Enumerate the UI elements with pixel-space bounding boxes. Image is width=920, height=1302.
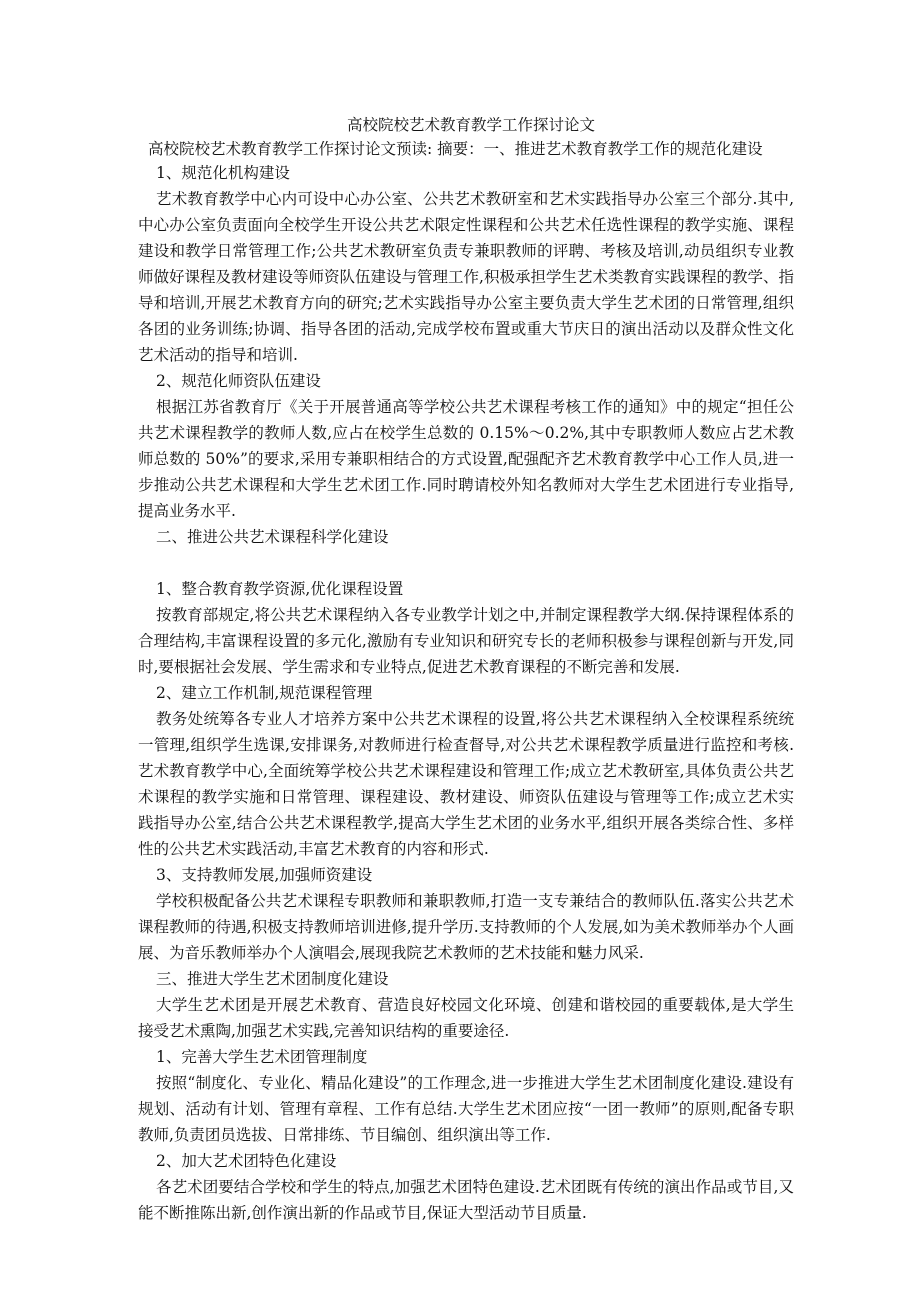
body-paragraph: 按照“制度化、专业化、精品化建设”的工作理念,进一步推进大学生艺术团制度化建设.建设有规划、活动有计划、管理有章程、工作有总结.大学生艺术团应按“一团一教师”的原则,配备专职教师,负责团员选拔、日常排练、节目编创、组织演出等工作. <box>138 1074 794 1144</box>
section-heading: 1、整合教育教学资源,优化课程设置 <box>156 580 404 598</box>
section-heading: 1、完善大学生艺术团管理制度 <box>156 1048 368 1066</box>
body-paragraph: 大学生艺术团是开展艺术教育、营造良好校园文化环境、创建和谐校园的重要载体,是大学生接受艺术熏陶,加强艺术实践,完善知识结构的重要途径. <box>138 996 794 1040</box>
section-heading: 1、规范化机构建设 <box>156 164 290 182</box>
section-heading: 二、推进公共艺术课程科学化建设 <box>156 528 389 546</box>
section-heading: 2、规范化师资队伍建设 <box>156 372 321 390</box>
section-heading: 2、建立工作机制,规范课程管理 <box>156 684 373 702</box>
body-paragraph: 根据江苏省教育厅《关于开展普通高等学校公共艺术课程考核工作的通知》中的规定“担任公共艺术课程教学的教师人数,应占在校学生总数的 0.15%～0.2%,其中专职教师人数应占艺术教师总数的 50%”的要求,采用专兼职相结合的方式设置,配强配齐艺术教育教学中心工作人员,进一步推动公共艺术课程和大学生艺术团工作.同时聘请校外知名教师对大学生艺术团进行专业指导,提高业务水平. <box>138 398 794 520</box>
body-paragraph: 学校积极配备公共艺术课程专职教师和兼职教师,打造一支专兼结合的教师队伍.落实公共艺术课程教师的待遇,积极支持教师培训进修,提升学历.支持教师的个人发展,如为美术教师举办个人画展、为音乐教师举办个人演唱会,展现我院艺术教师的艺术技能和魅力风采. <box>138 892 794 962</box>
body-paragraph: 按教育部规定,将公共艺术课程纳入各专业教学计划之中,并制定课程教学大纲.保持课程体系的合理结构,丰富课程设置的多元化,激励有专业知识和研究专长的老师积极参与课程创新与开发,同时,要根据社会发展、学生需求和专业特点,促进艺术教育课程的不断完善和发展. <box>138 606 794 676</box>
body-paragraph: 各艺术团要结合学校和学生的特点,加强艺术团特色建设.艺术团既有传统的演出作品或节目,又能不断推陈出新,创作演出新的作品或节目,保证大型活动节目质量. <box>138 1178 794 1222</box>
section-heading: 2、加大艺术团特色化建设 <box>156 1152 337 1170</box>
document-intro: 高校院校艺术教育教学工作探讨论文预读: 摘要：一、推进艺术教育教学工作的规范化建设 <box>148 140 763 158</box>
section-heading: 3、支持教师发展,加强师资建设 <box>156 866 373 884</box>
paragraph-gap <box>138 550 794 576</box>
document-title: 高校院校艺术教育教学工作探讨论文 <box>346 116 595 134</box>
document-page <box>138 112 794 1226</box>
body-paragraph: 艺术教育教学中心内可设中心办公室、公共艺术教研室和艺术实践指导办公室三个部分.其中,中心办公室负责面向全校学生开设公共艺术限定性课程和公共艺术任选性课程的教学实施、课程建设和教学日常管理工作;公共艺术教研室负责专兼职教师的评聘、考核及培训,动员组织专业教师做好课程及教材建设等师资队伍建设与管理工作,积极承担学生艺术类教育实践课程的教学、指导和培训,开展艺术教育方向的研究;艺术实践指导办公室主要负责大学生艺术团的日常管理,组织各团的业务训练;协调、指导各团的活动,完成学校布置或重大节庆日的演出活动以及群众性文化艺术活动的指导和培训. <box>138 190 794 364</box>
section-heading: 三、推进大学生艺术团制度化建设 <box>156 970 389 988</box>
body-paragraph: 教务处统筹各专业人才培养方案中公共艺术课程的设置,将公共艺术课程纳入全校课程系统统一管理,组织学生选课,安排课务,对教师进行检查督导,对公共艺术课程教学质量进行监控和考核.艺术教育教学中心,全面统筹学校公共艺术课程建设和管理工作;成立艺术教研室,具体负责公共艺术课程的教学实施和日常管理、课程建设、教材建设、师资队伍建设与管理等工作;成立艺术实践指导办公室,结合公共艺术课程教学,提高大学生艺术团的业务水平,组织开展各类综合性、多样性的公共艺术实践活动,丰富艺术教育的内容和形式. <box>138 710 794 858</box>
document-body <box>138 160 794 1226</box>
